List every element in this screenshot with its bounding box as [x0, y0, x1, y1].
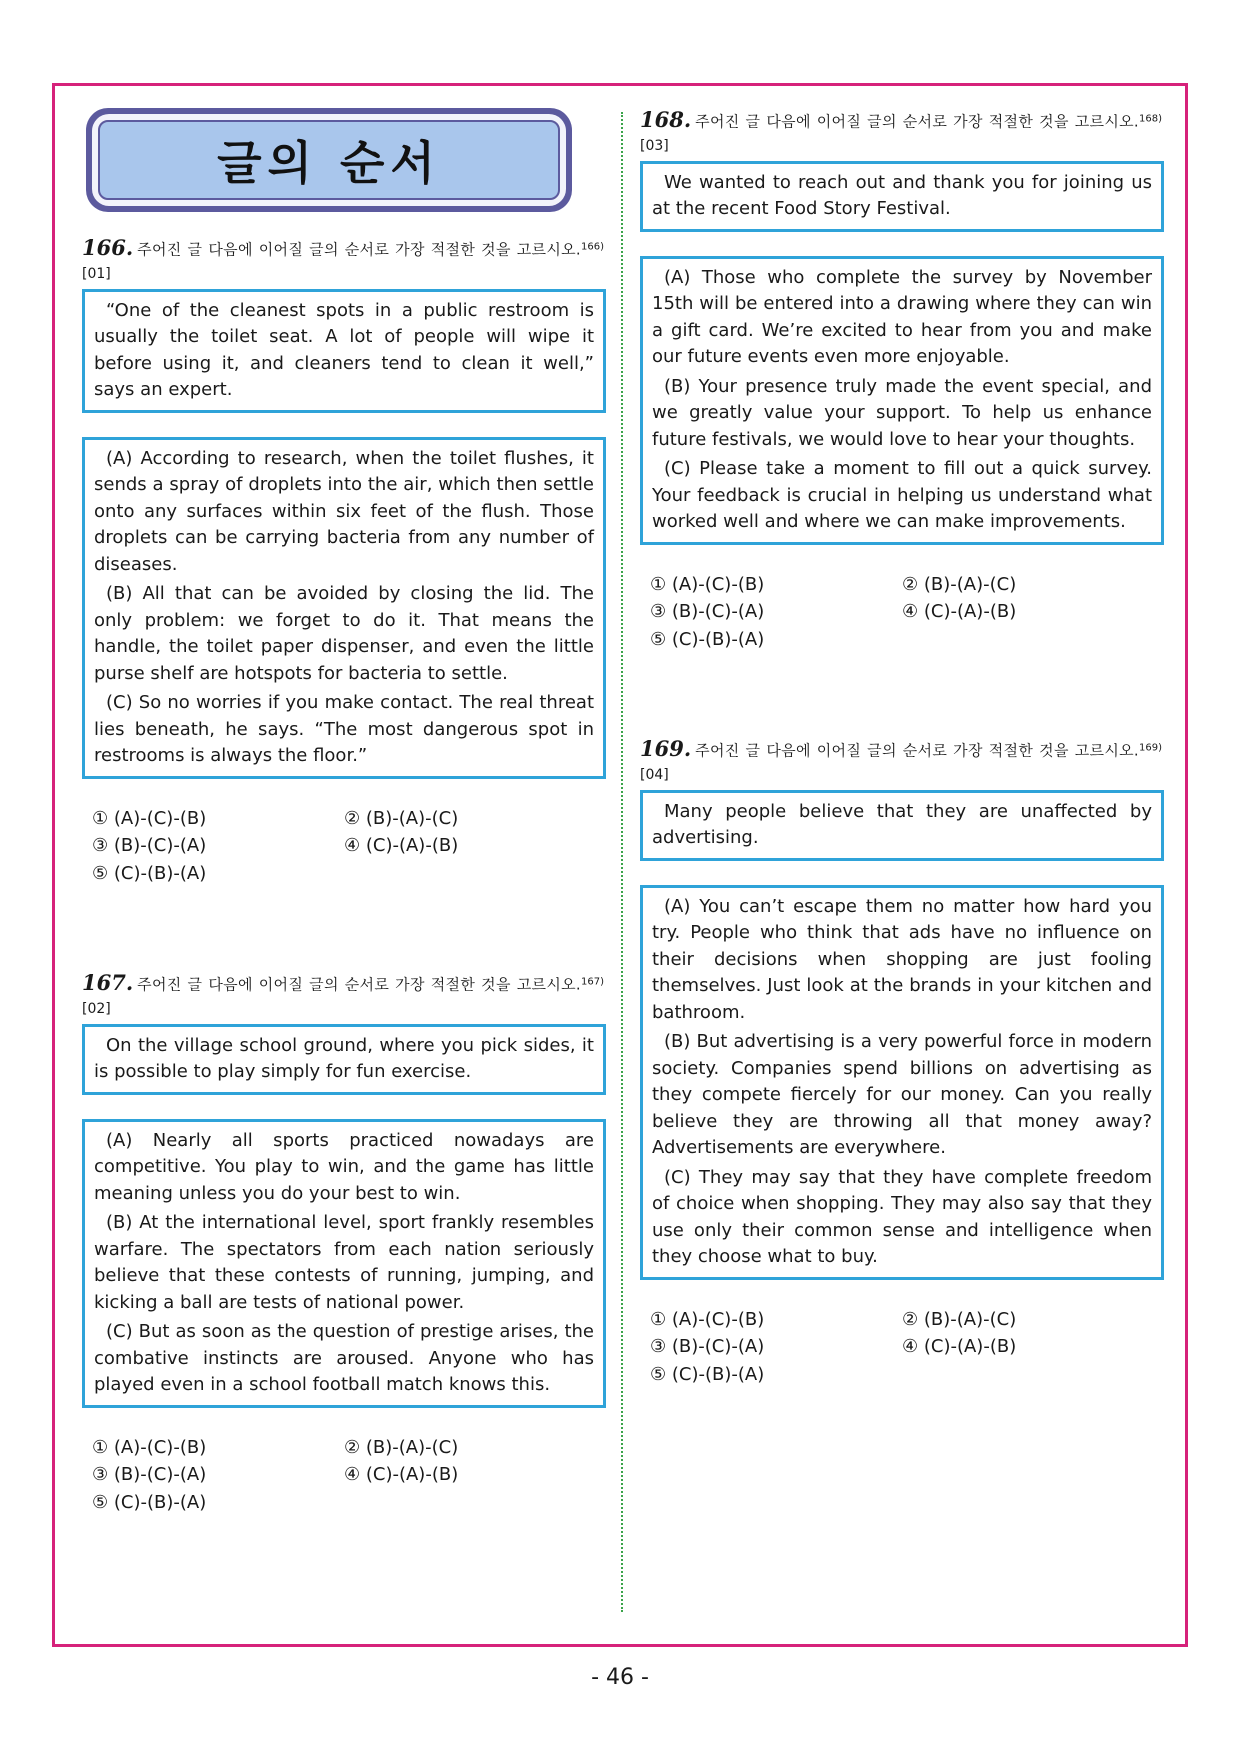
question-header	[82, 971, 606, 1020]
choice-1[interactable]: ① (A)-(C)-(B)	[92, 1436, 207, 1458]
right-column	[640, 108, 1164, 1388]
given-text-box	[82, 1024, 606, 1095]
given-text: On the village school ground, where you pick sides, it is possible to play simply for fun exercise.	[94, 1034, 594, 1083]
passages-box	[640, 885, 1164, 1280]
choice-3[interactable]: ③ (B)-(C)-(A)	[650, 601, 765, 623]
passage-a: (A) You can’t escape them no matter how hard you try. People who think that ads have no influence on their decisions when shopping are just fooling themselves. Just look at the brands in your kitchen and bathroom.	[652, 895, 1152, 1023]
passage-a: (A) Nearly all sports practiced nowadays are competitive. You play to win, and the game has little meaning unless you do your best to win.	[94, 1129, 594, 1204]
answer-choices	[650, 571, 1164, 654]
choice-4[interactable]: ④ (C)-(A)-(B)	[902, 601, 1017, 623]
left-column	[82, 108, 606, 1516]
question-header	[640, 737, 1164, 786]
passage-c: (C) So no worries if you make contact. The real threat lies beneath, he says. “The most dangerous spot in restrooms is always the floor.”	[94, 692, 594, 767]
choice-1[interactable]: ① (A)-(C)-(B)	[92, 807, 207, 829]
question-166	[82, 236, 606, 887]
passages-box	[82, 1119, 606, 1408]
passage-b: (B) But advertising is a very powerful force in modern society. Companies spend billions on advertising as they compete fiercely for our money. Can you really believe they are throwing all that money away? Advertisements are everywhere.	[652, 1031, 1152, 1159]
question-ref: 166)	[581, 241, 604, 252]
choice-4[interactable]: ④ (C)-(A)-(B)	[902, 1336, 1017, 1358]
choice-1[interactable]: ① (A)-(C)-(B)	[650, 573, 765, 595]
passages-box	[640, 256, 1164, 545]
passage-b: (B) Your presence truly made the event special, and we greatly value your support. To help us enhance future festivals, we would love to hear your thoughts.	[652, 375, 1152, 450]
choice-5[interactable]: ⑤ (C)-(B)-(A)	[92, 1491, 207, 1513]
question-169	[640, 737, 1164, 1388]
question-header	[640, 108, 1164, 157]
passage-c: (C) Please take a moment to fill out a quick survey. Your feedback is crucial in helping us understand what worked well and where we can make improvements.	[652, 458, 1152, 533]
passage-c: (C) They may say that they have complete freedom of choice when shopping. They may also say that they use only their common sense and intelligence when they choose what to buy.	[652, 1166, 1152, 1268]
question-ref: 169)	[1139, 742, 1162, 754]
question-tag: [03]	[640, 137, 669, 154]
question-168	[640, 108, 1164, 653]
question-ref: 168)	[1139, 113, 1162, 124]
question-ref: 167)	[581, 976, 604, 988]
question-instruction: 주어진 글 다음에 이어질 글의 순서로 가장 적절한 것을 고르시오.	[695, 741, 1139, 760]
page-number: - 46 -	[591, 1665, 649, 1690]
passage-b: (B) At the international level, sport frankly resembles warfare. The spectators from each nation seriously believe that these contests of running, jumping, and kicking a ball are tests of national power.	[94, 1212, 594, 1313]
question-167	[82, 971, 606, 1516]
answer-choices	[92, 805, 606, 888]
answer-choices	[92, 1434, 606, 1517]
question-tag: [02]	[82, 1000, 111, 1017]
question-tag: [01]	[82, 265, 111, 282]
given-text-box	[640, 161, 1164, 232]
question-number: 167.	[82, 969, 134, 995]
given-text-box	[640, 790, 1164, 861]
choice-4[interactable]: ④ (C)-(A)-(B)	[344, 1464, 459, 1486]
choice-3[interactable]: ③ (B)-(C)-(A)	[650, 1336, 765, 1358]
question-header	[82, 236, 606, 285]
passage-a: (A) According to research, when the toilet flushes, it sends a spray of droplets into the air, which then settle onto any surfaces within six feet of the flush. Those droplets can be carrying bacteria from any number of diseases.	[94, 447, 594, 575]
given-text: Many people believe that they are unaffected by advertising.	[652, 800, 1152, 849]
choice-1[interactable]: ① (A)-(C)-(B)	[650, 1308, 765, 1330]
passage-b: (B) All that can be avoided by closing the lid. The only problem: we forget to do it. That means the handle, the toilet paper dispenser, and even the little purse shelf are hotspots for bacteria to settle.	[94, 583, 594, 684]
section-title: 글의 순서	[98, 120, 560, 200]
choice-5[interactable]: ⑤ (C)-(B)-(A)	[650, 1363, 765, 1385]
choice-5[interactable]: ⑤ (C)-(B)-(A)	[92, 862, 207, 884]
question-number: 168.	[640, 106, 692, 132]
question-number: 169.	[640, 735, 692, 761]
given-text-box	[82, 289, 606, 413]
choice-3[interactable]: ③ (B)-(C)-(A)	[92, 1464, 207, 1486]
question-instruction: 주어진 글 다음에 이어질 글의 순서로 가장 적절한 것을 고르시오.	[695, 112, 1139, 131]
choice-2[interactable]: ② (B)-(A)-(C)	[344, 807, 459, 829]
choice-2[interactable]: ② (B)-(A)-(C)	[902, 1308, 1017, 1330]
answer-choices	[650, 1306, 1164, 1389]
choice-5[interactable]: ⑤ (C)-(B)-(A)	[650, 628, 765, 650]
column-divider	[621, 112, 623, 1612]
section-title-banner	[86, 108, 572, 212]
given-text: We wanted to reach out and thank you for joining us at the recent Food Story Festival.	[652, 171, 1152, 220]
passage-a: (A) Those who complete the survey by November 15th will be entered into a drawing where they can win a gift card. We’re excited to hear from you and make our future events even more enjoyable.	[652, 266, 1152, 368]
given-text: “One of the cleanest spots in a public restroom is usually the toilet seat. A lot of people will wipe it before using it, and cleaners tend to clean it well,” says an expert.	[94, 299, 594, 401]
choice-2[interactable]: ② (B)-(A)-(C)	[344, 1436, 459, 1458]
passages-box	[82, 437, 606, 779]
passage-c: (C) But as soon as the question of prestige arises, the combative instincts are aroused. Anyone who has played even in a school football match knows this.	[94, 1321, 594, 1396]
choice-4[interactable]: ④ (C)-(A)-(B)	[344, 835, 459, 857]
question-number: 166.	[82, 234, 134, 260]
choice-3[interactable]: ③ (B)-(C)-(A)	[92, 835, 207, 857]
question-instruction: 주어진 글 다음에 이어질 글의 순서로 가장 적절한 것을 고르시오.	[137, 240, 581, 259]
question-tag: [04]	[640, 766, 669, 783]
choice-2[interactable]: ② (B)-(A)-(C)	[902, 573, 1017, 595]
question-instruction: 주어진 글 다음에 이어질 글의 순서로 가장 적절한 것을 고르시오.	[137, 975, 581, 994]
